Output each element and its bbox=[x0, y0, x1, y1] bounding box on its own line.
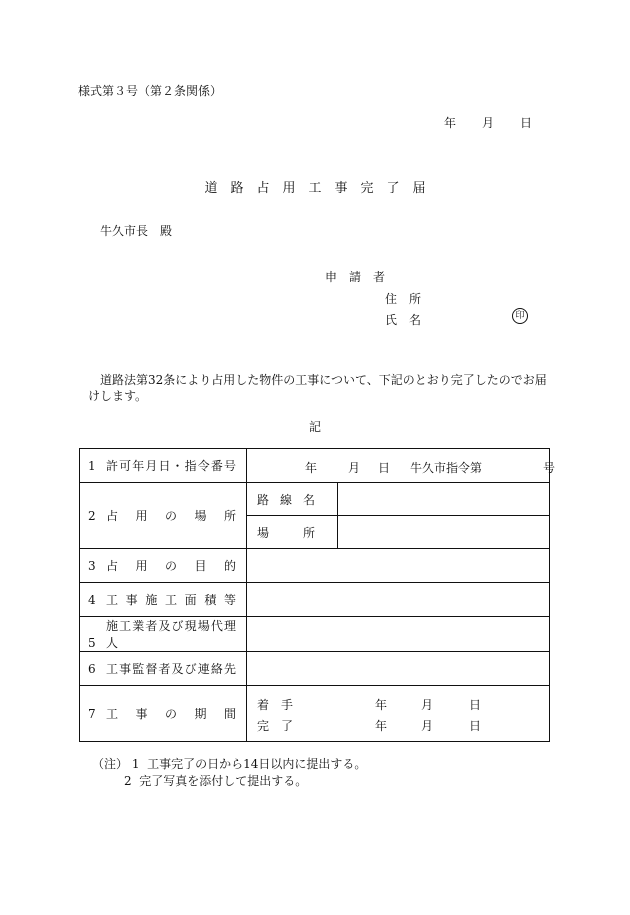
period-start-year: 年 bbox=[375, 698, 388, 712]
note-1: （注） 1 工事完了の日から14日以内に提出する。 bbox=[92, 757, 367, 771]
row-label: 5施工業者及び現場代理人 bbox=[80, 617, 247, 652]
period-end-label: 完 了 bbox=[257, 719, 294, 733]
date-month: 月 bbox=[482, 116, 495, 130]
ki-heading: 記 bbox=[308, 420, 321, 434]
row-label: 2 占用の場所 bbox=[80, 483, 247, 549]
period-value-cell[interactable] bbox=[247, 686, 550, 742]
period-end-month: 月 bbox=[421, 719, 434, 733]
note-prefix: （注） bbox=[92, 757, 129, 771]
table-row bbox=[80, 549, 550, 583]
period-end-year: 年 bbox=[375, 719, 388, 733]
applicant-name-label: 氏 名 bbox=[385, 313, 422, 327]
period-end-day: 日 bbox=[469, 719, 482, 733]
row-label: 4 工事施工面積等 bbox=[80, 583, 247, 617]
table-row bbox=[80, 617, 550, 652]
applicant-address-label: 住 所 bbox=[385, 292, 422, 306]
note-2: 2 完了写真を添付して提出する。 bbox=[124, 774, 308, 788]
applicant-label: 申 請 者 bbox=[325, 270, 386, 284]
permit-directive: 牛久市指令第 bbox=[410, 461, 483, 475]
completion-table bbox=[79, 448, 556, 742]
table-row bbox=[80, 652, 550, 686]
table-row bbox=[80, 483, 550, 516]
row-label: 3 占用の目的 bbox=[80, 549, 247, 583]
period-start-day: 日 bbox=[469, 698, 482, 712]
row-label: 6 工事監督者及び連絡先 bbox=[80, 652, 247, 686]
permit-day: 日 bbox=[378, 461, 391, 475]
permit-value-cell[interactable] bbox=[247, 449, 556, 483]
purpose-value[interactable] bbox=[247, 549, 550, 583]
row-label: 1 許可年月日・指令番号 bbox=[80, 449, 247, 483]
permit-year: 年 bbox=[305, 461, 318, 475]
place-label: 場所 bbox=[247, 516, 338, 549]
period-start-label: 着 手 bbox=[257, 698, 294, 712]
row-label: 7 工事の期間 bbox=[80, 686, 247, 742]
construction-area-value[interactable] bbox=[247, 583, 550, 617]
table-row bbox=[80, 686, 550, 742]
supervisor-value[interactable] bbox=[247, 652, 550, 686]
permit-go: 号 bbox=[543, 461, 556, 475]
table-row bbox=[80, 449, 550, 483]
route-name-value[interactable] bbox=[338, 483, 550, 516]
addressee: 牛久市長 殿 bbox=[100, 224, 173, 238]
date-day: 日 bbox=[520, 116, 533, 130]
seal-mark: 印 bbox=[512, 308, 528, 324]
table-row bbox=[80, 583, 550, 617]
contractor-value[interactable] bbox=[247, 617, 550, 652]
permit-month: 月 bbox=[348, 461, 361, 475]
body-paragraph: 道路法第32条により占用した物件の工事について、下記のとおり完了したのでお届けします。 bbox=[88, 373, 547, 403]
form-number-label: 様式第３号（第２条関係） bbox=[78, 84, 223, 98]
date-year: 年 bbox=[444, 116, 457, 130]
period-start-month: 月 bbox=[421, 698, 434, 712]
document-title: 道 路 占 用 工 事 完 了 届 bbox=[204, 181, 426, 196]
submission-date bbox=[444, 114, 532, 131]
route-name-label: 路線名 bbox=[247, 483, 338, 516]
place-value[interactable] bbox=[338, 516, 550, 549]
